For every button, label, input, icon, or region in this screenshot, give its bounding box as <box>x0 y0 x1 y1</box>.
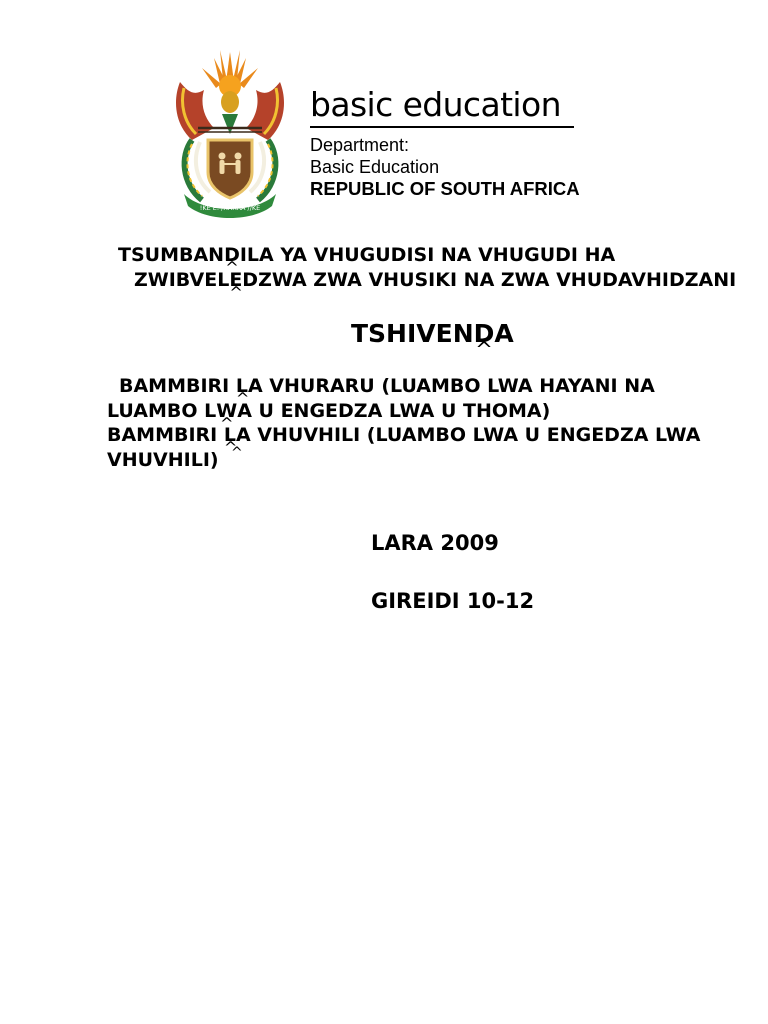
paper-two-accent-mark: ^ <box>231 445 243 461</box>
brand-divider <box>310 126 574 128</box>
paper-two-line-2: VHUVHILI) <box>107 449 219 471</box>
crest-motto: !KE E: /XARRA //KE <box>199 204 261 212</box>
brand-wordmark: basic education <box>310 85 561 124</box>
document-header <box>170 44 580 224</box>
bird-head <box>221 91 239 113</box>
department-name: Basic Education <box>310 157 440 177</box>
document-title-line-1: TSUMBAND ^ILA YA VHUGUDISI NA VHUGUDI HA <box>118 243 615 267</box>
paper-two-line-1: BAMMBIRI L ^A VHUVHILI (LUAMBO LWA U ENGEDZA LWA <box>107 423 700 447</box>
grade-range: GIREIDI 10-12 <box>371 589 535 613</box>
department-identity <box>310 85 580 200</box>
language-heading: TSHIVEND ^A <box>351 319 514 349</box>
paper-three-line-2: LUAMBO LW ^A U ENGEDZA LWA U THOMA) <box>107 399 550 423</box>
paper-three-line-1: BAMMBIRI L ^A VHURARU (LUAMBO LWA HAYANI NA <box>119 374 655 398</box>
shield <box>208 140 252 198</box>
department-label: Department: <box>310 135 410 155</box>
country-name: REPUBLIC OF SOUTH AFRICA <box>310 178 580 199</box>
exam-year: LARA 2009 <box>371 531 499 555</box>
coat-of-arms-logo <box>170 44 290 219</box>
document-title-line-2: ZWIBVELE ^DZWA ZWA VHUSIKI NA ZWA VHUDAVHIDZANI <box>134 268 736 292</box>
